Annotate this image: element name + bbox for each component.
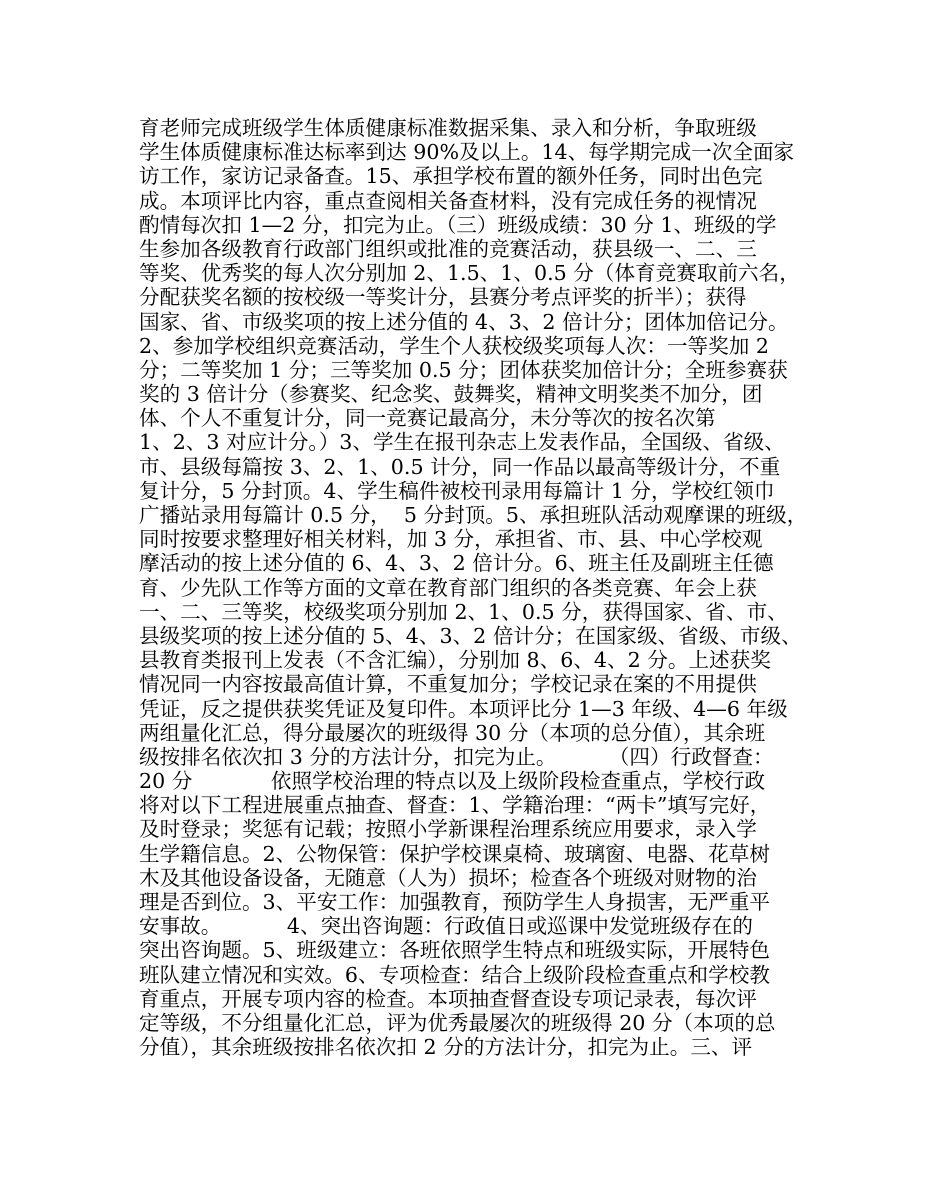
text-line: 酌情每次扣 1—2 分，扣完为止。（三）班级成绩：30 分 1、班级的学 [139,212,777,237]
text-line: 安事故。 4、突出咨询题：行政值日或巡课中发觉班级存在的 [139,914,753,939]
text-line: 访工作，家访记录备查。15、承担学校布置的额外任务，同时出色完 [139,164,763,189]
text-line: 分；二等奖加 1 分；三等奖加 0.5 分；团体获奖加倍计分；全班参赛获 [139,357,788,382]
text-line: 体、个人不重复计分，同一竞赛记最高分，未分等次的按名次第 [139,406,716,431]
text-line: 突出咨询题。5、班级建立：各班依照学生特点和班级实际，开展特色 [139,938,770,963]
text-line: 定等级，不分组量化汇总，评为优秀最屡次的班级得 20 分（本项的总 [139,1010,776,1035]
text-line: 级按排名依次扣 3 分的方法计分，扣完为止。 （四）行政督查： [139,744,774,769]
text-line: 广播站录用每篇计 0.5 分， 5 分封顶。5、承担班队活动观摩课的班级， [139,503,808,527]
text-line: 1、2、3 对应计分。）3、学生在报刊杂志上发表作品，全国级、省级、 [139,430,785,455]
text-line: 将对以下工程进展重点抽查、督查：1、学籍治理：“两卡”填写完好， [139,793,771,818]
text-line: 20 分 依照学校治理的特点以及上级阶段检查重点，学校行政 [139,769,766,794]
text-line: 摩活动的按上述分值的 6、4、3、2 倍计分。6、班主任及副班主任德 [139,551,774,576]
text-line: 市、县级每篇按 3、2、1、0.5 计分，同一作品以最高等级计分，不重 [139,454,781,479]
text-line: 生学籍信息。2、公物保管：保护学校课桌椅、玻璃窗、电器、花草树 [139,841,770,866]
text-line: 情况同一内容按最高值计算，不重复加分；学校记录在案的不用提供 [139,672,757,697]
text-line: 等奖、优秀奖的每人次分别加 2、1.5、1、0.5 分（体育竞赛取前六名， [139,261,800,286]
text-line: 理是否到位。3、平安工作：加强教育，预防学生人身损害，无严重平 [139,890,770,914]
text-line: 2、参加学校组织竞赛活动，学生个人获校级奖项每人次：一等奖加 2 [139,333,769,358]
text-line: 县级奖项的按上述分值的 5、4、3、2 倍计分；在国家级、省级、市级、 [139,623,802,648]
text-line: 同时按要求整理好相关材料，加 3 分，承担省、市、县、中心学校观 [139,527,763,552]
text-line: 国家、省、市级奖项的按上述分值的 4、3、2 倍计分；团体加倍记分。 [139,309,789,334]
text-line: 生参加各级教育行政部门组织或批准的竞赛活动，获县级一、二、三 [139,236,757,261]
text-line: 育老师完成班级学生体质健康标准数据采集、录入和分析，争取班级 [139,116,757,140]
text-line: 及时登录；奖惩有记载；按照小学新课程治理系统应用要求，录入学 [139,817,757,842]
text-line: 木及其他设备设备，无随意（人为）损坏；检查各个班级对财物的治 [139,865,757,890]
document-body-text [139,116,829,1059]
text-line: 成。本项评比内容，重点查阅相关备查材料，没有完成任务的视情况 [139,188,757,213]
text-line: 育重点，开展专项内容的检查。本项抽查督查设专项记录表，每次评 [139,986,757,1011]
text-line: 分配获奖名额的按校级一等奖计分，县赛分考点评奖的折半）；获得 [139,285,747,310]
text-line: 育、少先队工作等方面的文章在教育部门组织的各类竞赛、年会上获 [139,575,757,600]
text-line: 一、二、三等奖，校级奖项分别加 2、1、0.5 分，获得国家、省、市、 [139,599,788,624]
text-line: 两组量化汇总，得分最屡次的班级得 30 分（本项的总分值），其余班 [139,720,766,745]
text-line: 奖的 3 倍计分（参赛奖、纪念奖、鼓舞奖，精神文明奖类不加分，团 [139,382,763,407]
text-line: 凭证，反之提供获奖凭证及复印件。本项评比分 1—3 年级、4—6 年级 [139,696,788,721]
text-line: 班队建立情况和实效。6、专项检查：结合上级阶段检查重点和学校教 [139,962,770,987]
text-line: 复计分，5 分封顶。4、学生稿件被校刊录用每篇计 1 分，学校红领巾 [139,478,775,503]
text-line: 县教育类报刊上发表（不含汇编），分别加 8、6、4、2 分。上述获奖 [139,648,771,673]
text-line: 学生体质健康标准达标率到达 90%及以上。14、每学期完成一次全面家 [139,140,795,165]
text-line: 分值），其余班级按排名依次扣 2 分的方法计分，扣完为止。三、评 [139,1035,753,1060]
